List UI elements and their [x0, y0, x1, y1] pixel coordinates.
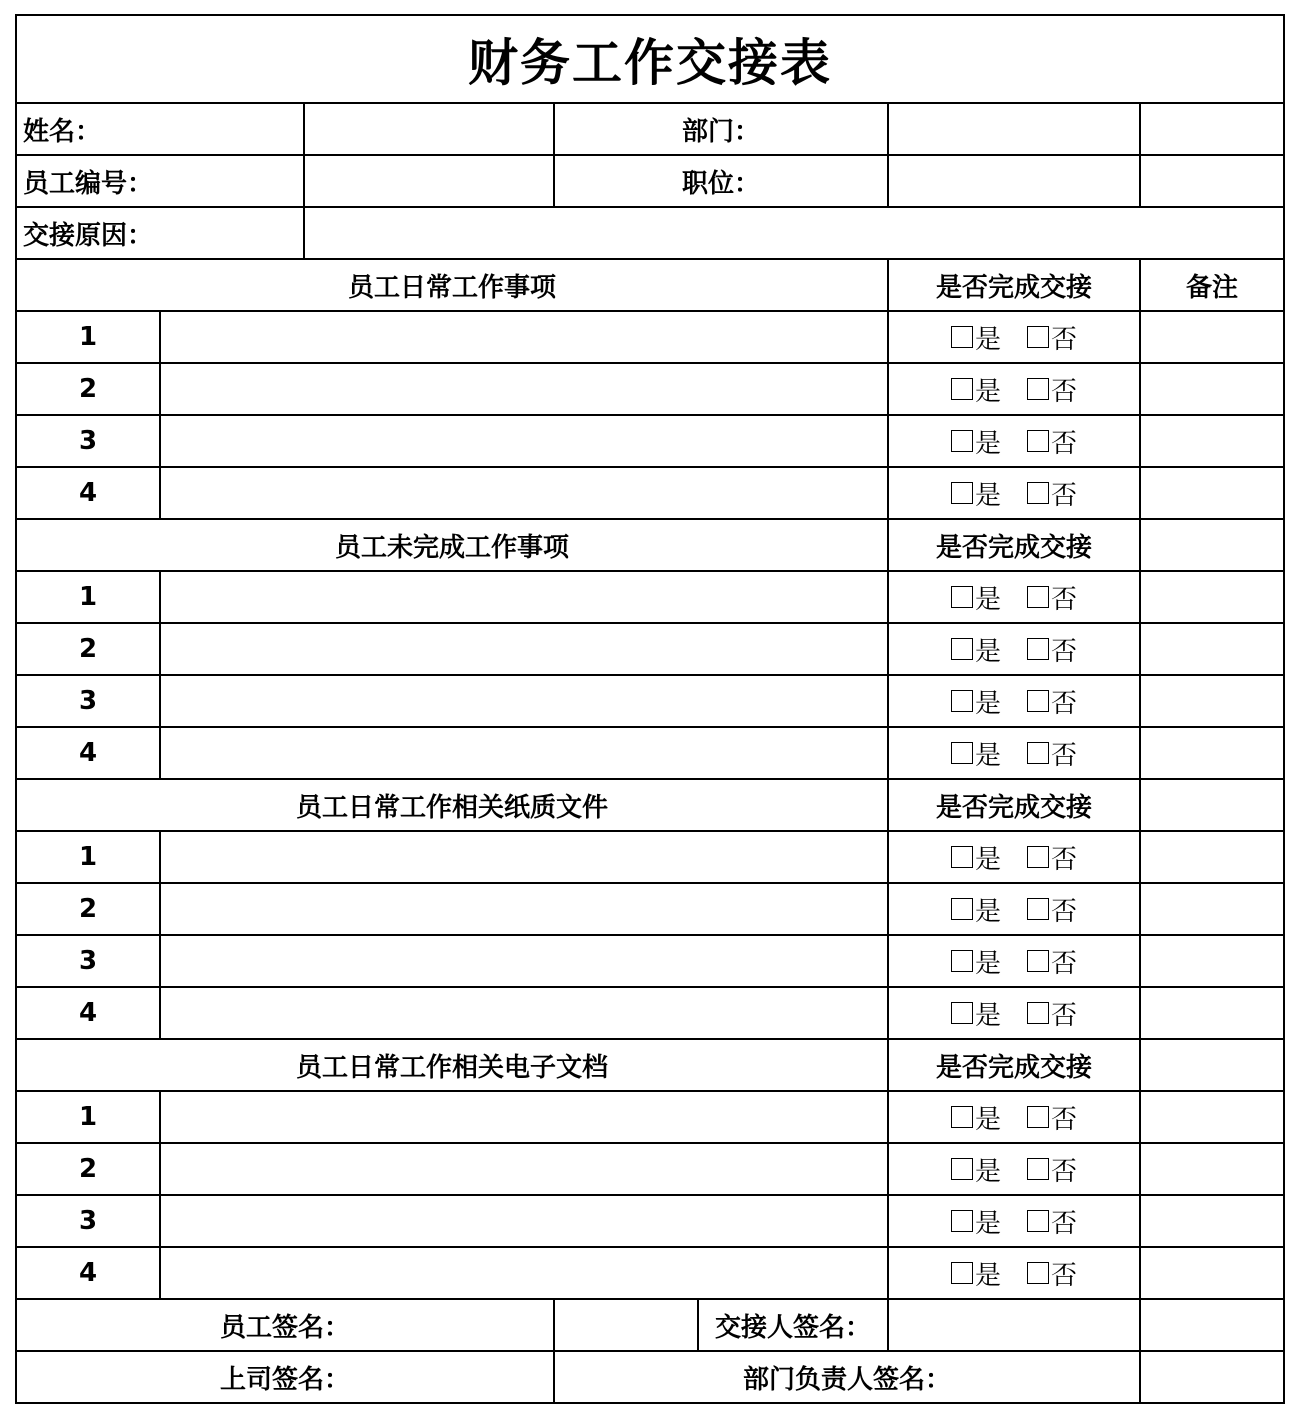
checkbox-icon[interactable]: [951, 326, 973, 348]
yes-label: 是: [974, 1000, 1001, 1031]
no-option[interactable]: [1027, 319, 1077, 356]
yes-label: 是: [974, 1208, 1001, 1239]
form-title: 财务工作交接表: [468, 34, 832, 92]
yes-option[interactable]: [951, 995, 1001, 1032]
remarks-cell[interactable]: [1140, 467, 1284, 519]
no-label: 否: [1051, 584, 1078, 615]
receiver-signature-label: 交接人签名：: [714, 1312, 871, 1343]
completion-header: 是否完成交接: [935, 1052, 1092, 1083]
no-option[interactable]: [1027, 1151, 1077, 1188]
yes-option[interactable]: [951, 423, 1001, 460]
row-number: 2: [78, 1154, 98, 1184]
item-field[interactable]: [160, 1143, 888, 1195]
yes-label: 是: [974, 688, 1001, 719]
no-label: 否: [1051, 324, 1078, 355]
item-field[interactable]: [160, 1247, 888, 1299]
checkbox-icon[interactable]: [1027, 1002, 1049, 1024]
checkbox-icon[interactable]: [1027, 1210, 1049, 1232]
item-field[interactable]: [160, 1091, 888, 1143]
yes-label: 是: [974, 1156, 1001, 1187]
name-label: 姓名：: [23, 116, 102, 147]
remarks-cell[interactable]: [1140, 779, 1284, 831]
remarks-cell[interactable]: [1140, 311, 1284, 363]
section-title: 员工日常工作事项: [347, 272, 556, 303]
checkbox-icon[interactable]: [1027, 1106, 1049, 1128]
no-option[interactable]: [1027, 1099, 1077, 1136]
no-label: 否: [1051, 1000, 1078, 1031]
no-label: 否: [1051, 740, 1078, 771]
no-option[interactable]: [1027, 371, 1077, 408]
no-label: 否: [1051, 1104, 1078, 1135]
no-option[interactable]: [1027, 631, 1077, 668]
item-field[interactable]: [160, 623, 888, 675]
yes-option[interactable]: [951, 839, 1001, 876]
remarks-cell[interactable]: [1140, 831, 1284, 883]
no-option[interactable]: [1027, 735, 1077, 772]
checkbox-icon[interactable]: [1027, 690, 1049, 712]
no-label: 否: [1051, 376, 1078, 407]
checkbox-icon[interactable]: [1027, 326, 1049, 348]
yes-label: 是: [974, 376, 1001, 407]
yes-option[interactable]: [951, 1151, 1001, 1188]
no-label: 否: [1051, 844, 1078, 875]
yes-option[interactable]: [951, 735, 1001, 772]
yes-option[interactable]: [951, 371, 1001, 408]
yes-option[interactable]: [951, 1203, 1001, 1240]
completion-checkboxes: [888, 987, 1140, 1039]
checkbox-icon[interactable]: [1027, 898, 1049, 920]
no-option[interactable]: [1027, 423, 1077, 460]
checkbox-icon[interactable]: [1027, 482, 1049, 504]
completion-checkboxes: [888, 935, 1140, 987]
item-field[interactable]: [160, 415, 888, 467]
item-field[interactable]: [160, 831, 888, 883]
employee-signature-label: 员工签名：: [219, 1312, 350, 1343]
no-label: 否: [1051, 1208, 1078, 1239]
handover-form: [16, 15, 1284, 1405]
completion-checkboxes: [888, 311, 1140, 363]
completion-checkboxes: [888, 1091, 1140, 1143]
item-field[interactable]: [160, 935, 888, 987]
remarks-cell[interactable]: [1140, 987, 1284, 1039]
employee-id-field[interactable]: [304, 155, 554, 207]
completion-checkboxes: [888, 1143, 1140, 1195]
checkbox-icon[interactable]: [951, 482, 973, 504]
no-label: 否: [1051, 688, 1078, 719]
checkbox-icon[interactable]: [951, 1106, 973, 1128]
completion-checkboxes: [888, 727, 1140, 779]
yes-label: 是: [974, 1260, 1001, 1291]
remarks-cell[interactable]: [1140, 623, 1284, 675]
no-option[interactable]: [1027, 1203, 1077, 1240]
no-option[interactable]: [1027, 1255, 1077, 1292]
no-label: 否: [1051, 636, 1078, 667]
row-number: 4: [78, 998, 98, 1028]
row-number: 2: [78, 894, 98, 924]
yes-option[interactable]: [951, 1099, 1001, 1136]
row-number: 2: [78, 374, 98, 404]
checkbox-icon[interactable]: [1027, 1262, 1049, 1284]
h-rule: [15, 14, 1285, 16]
completion-header: 是否完成交接: [935, 792, 1092, 823]
checkbox-icon[interactable]: [1027, 378, 1049, 400]
row-number: 4: [78, 1258, 98, 1288]
item-field[interactable]: [160, 727, 888, 779]
no-option[interactable]: [1027, 475, 1077, 512]
no-label: 否: [1051, 428, 1078, 459]
remarks-cell[interactable]: [1140, 519, 1284, 571]
checkbox-icon[interactable]: [951, 742, 973, 764]
remarks-cell[interactable]: [1140, 1091, 1284, 1143]
checkbox-icon[interactable]: [951, 1262, 973, 1284]
employee-id-label: 员工编号：: [23, 168, 154, 199]
completion-checkboxes: [888, 1247, 1140, 1299]
completion-checkboxes: [888, 415, 1140, 467]
yes-label: 是: [974, 1104, 1001, 1135]
yes-label: 是: [974, 428, 1001, 459]
checkbox-icon[interactable]: [1027, 638, 1049, 660]
no-option[interactable]: [1027, 995, 1077, 1032]
remarks-cell[interactable]: [1140, 415, 1284, 467]
completion-checkboxes: [888, 363, 1140, 415]
remarks-cell[interactable]: [1140, 571, 1284, 623]
yes-label: 是: [974, 324, 1001, 355]
completion-checkboxes: [888, 1195, 1140, 1247]
receiver-signature-field[interactable]: [888, 1299, 1140, 1351]
remarks-cell[interactable]: [1140, 727, 1284, 779]
remarks-header: 备注: [1185, 272, 1238, 303]
supervisor-signature-label: 上司签名：: [219, 1364, 350, 1395]
yes-option[interactable]: [951, 579, 1001, 616]
section-title: 员工未完成工作事项: [334, 532, 569, 563]
checkbox-icon[interactable]: [1027, 950, 1049, 972]
remarks-cell[interactable]: [1140, 1143, 1284, 1195]
yes-label: 是: [974, 636, 1001, 667]
yes-option[interactable]: [951, 319, 1001, 356]
completion-header: 是否完成交接: [935, 272, 1092, 303]
dept-field[interactable]: [888, 103, 1140, 155]
position-field[interactable]: [888, 155, 1140, 207]
remarks-cell[interactable]: [1140, 1195, 1284, 1247]
checkbox-icon[interactable]: [951, 950, 973, 972]
row-number: 3: [78, 1206, 98, 1236]
dept-label: 部门：: [681, 116, 760, 147]
item-field[interactable]: [160, 363, 888, 415]
checkbox-icon[interactable]: [951, 378, 973, 400]
row-number: 1: [78, 1102, 98, 1132]
completion-checkboxes: [888, 883, 1140, 935]
checkbox-icon[interactable]: [1027, 846, 1049, 868]
reason-field[interactable]: [304, 207, 1284, 259]
checkbox-icon[interactable]: [951, 846, 973, 868]
yes-label: 是: [974, 844, 1001, 875]
remarks-cell[interactable]: [1140, 1039, 1284, 1091]
row-number: 1: [78, 842, 98, 872]
completion-checkboxes: [888, 675, 1140, 727]
yes-label: 是: [974, 480, 1001, 511]
section-title: 员工日常工作相关纸质文件: [295, 792, 608, 823]
item-field[interactable]: [160, 467, 888, 519]
section-title: 员工日常工作相关电子文档: [295, 1052, 608, 1083]
no-option[interactable]: [1027, 683, 1077, 720]
item-field[interactable]: [160, 571, 888, 623]
checkbox-icon[interactable]: [951, 586, 973, 608]
completion-checkboxes: [888, 467, 1140, 519]
checkbox-icon[interactable]: [1027, 430, 1049, 452]
yes-option[interactable]: [951, 631, 1001, 668]
checkbox-icon[interactable]: [1027, 1158, 1049, 1180]
yes-option[interactable]: [951, 891, 1001, 928]
yes-label: 是: [974, 740, 1001, 771]
checkbox-icon[interactable]: [951, 898, 973, 920]
receiver-signature-extra[interactable]: [1140, 1299, 1284, 1351]
yes-label: 是: [974, 584, 1001, 615]
row-number: 1: [78, 322, 98, 352]
position-label: 职位：: [681, 168, 760, 199]
row-number: 2: [78, 634, 98, 664]
yes-option[interactable]: [951, 475, 1001, 512]
no-label: 否: [1051, 948, 1078, 979]
no-label: 否: [1051, 896, 1078, 927]
no-option[interactable]: [1027, 943, 1077, 980]
yes-option[interactable]: [951, 1255, 1001, 1292]
checkbox-icon[interactable]: [1027, 586, 1049, 608]
row-number: 4: [78, 738, 98, 768]
no-option[interactable]: [1027, 839, 1077, 876]
no-option[interactable]: [1027, 579, 1077, 616]
checkbox-icon[interactable]: [1027, 742, 1049, 764]
no-option[interactable]: [1027, 891, 1077, 928]
name-field[interactable]: [304, 103, 554, 155]
item-field[interactable]: [160, 883, 888, 935]
checkbox-icon[interactable]: [951, 1158, 973, 1180]
position-extra-field[interactable]: [1140, 155, 1284, 207]
reason-label: 交接原因：: [23, 220, 154, 251]
checkbox-icon[interactable]: [951, 430, 973, 452]
completion-checkboxes: [888, 831, 1140, 883]
completion-header: 是否完成交接: [935, 532, 1092, 563]
row-number: 3: [78, 946, 98, 976]
yes-option[interactable]: [951, 683, 1001, 720]
dept-head-signature-field[interactable]: [1140, 1351, 1284, 1403]
yes-option[interactable]: [951, 943, 1001, 980]
checkbox-icon[interactable]: [951, 638, 973, 660]
no-label: 否: [1051, 1156, 1078, 1187]
dept-extra-field[interactable]: [1140, 103, 1284, 155]
remarks-cell[interactable]: [1140, 1247, 1284, 1299]
checkbox-icon[interactable]: [951, 1002, 973, 1024]
remarks-cell[interactable]: [1140, 883, 1284, 935]
dept-head-signature-label: 部门负责人签名：: [742, 1364, 951, 1395]
row-number: 3: [78, 686, 98, 716]
remarks-cell[interactable]: [1140, 935, 1284, 987]
remarks-cell[interactable]: [1140, 675, 1284, 727]
yes-label: 是: [974, 948, 1001, 979]
row-number: 4: [78, 478, 98, 508]
checkbox-icon[interactable]: [951, 690, 973, 712]
completion-checkboxes: [888, 571, 1140, 623]
remarks-cell[interactable]: [1140, 363, 1284, 415]
no-label: 否: [1051, 480, 1078, 511]
row-number: 3: [78, 426, 98, 456]
item-field[interactable]: [160, 675, 888, 727]
no-label: 否: [1051, 1260, 1078, 1291]
employee-signature-field[interactable]: [554, 1299, 698, 1351]
item-field[interactable]: [160, 311, 888, 363]
yes-label: 是: [974, 896, 1001, 927]
checkbox-icon[interactable]: [951, 1210, 973, 1232]
item-field[interactable]: [160, 987, 888, 1039]
row-number: 1: [78, 582, 98, 612]
completion-checkboxes: [888, 623, 1140, 675]
item-field[interactable]: [160, 1195, 888, 1247]
